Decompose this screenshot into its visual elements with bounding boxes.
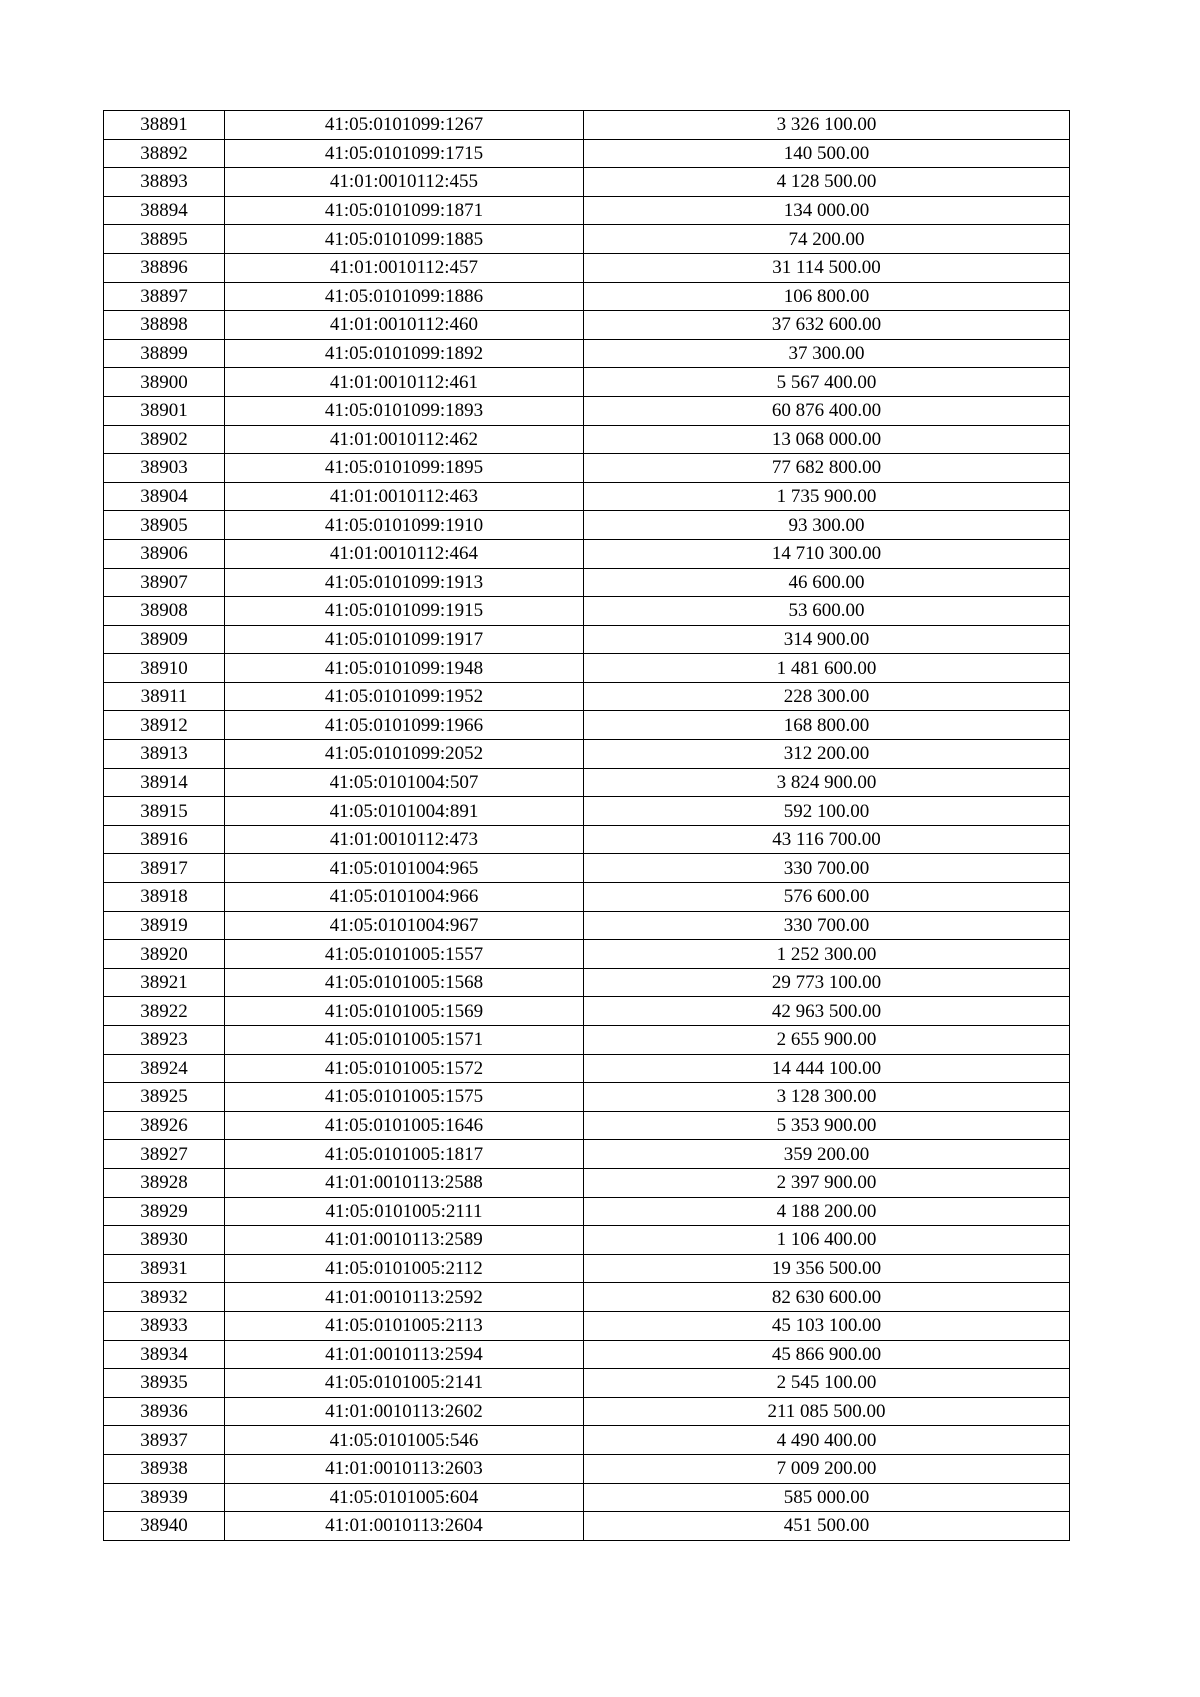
table-row: [104, 139, 1070, 168]
cadastral-number-cell: 41:01:0010113:2594: [225, 1340, 584, 1369]
table-row: [104, 168, 1070, 197]
row-number-cell: 38925: [104, 1083, 225, 1112]
cadastral-value-cell: 14 444 100.00: [584, 1054, 1070, 1083]
row-number-cell: 38931: [104, 1254, 225, 1283]
row-number-cell: 38902: [104, 425, 225, 454]
cadastral-value-cell: 1 481 600.00: [584, 654, 1070, 683]
row-number-cell: 38912: [104, 711, 225, 740]
row-number-cell: 38933: [104, 1311, 225, 1340]
table-row: [104, 1111, 1070, 1140]
row-number-cell: 38920: [104, 940, 225, 969]
cadastral-value-cell: 1 735 900.00: [584, 482, 1070, 511]
row-number-cell: 38895: [104, 225, 225, 254]
cadastral-value-cell: 31 114 500.00: [584, 253, 1070, 282]
cadastral-value-cell: 14 710 300.00: [584, 539, 1070, 568]
row-number-cell: 38923: [104, 1026, 225, 1055]
row-number-cell: 38892: [104, 139, 225, 168]
table-row: [104, 1283, 1070, 1312]
cadastral-number-cell: 41:05:0101005:604: [225, 1483, 584, 1512]
cadastral-value-cell: 37 632 600.00: [584, 311, 1070, 340]
table-row: [104, 940, 1070, 969]
cadastral-value-cell: 4 490 400.00: [584, 1426, 1070, 1455]
table-row: [104, 797, 1070, 826]
cadastral-number-cell: 41:05:0101005:1646: [225, 1111, 584, 1140]
cadastral-value-cell: 82 630 600.00: [584, 1283, 1070, 1312]
table-row: [104, 854, 1070, 883]
cadastral-number-cell: 41:01:0010113:2588: [225, 1168, 584, 1197]
row-number-cell: 38898: [104, 311, 225, 340]
cadastral-number-cell: 41:05:0101099:1895: [225, 454, 584, 483]
table-row: [104, 396, 1070, 425]
cadastral-number-cell: 41:05:0101004:891: [225, 797, 584, 826]
cadastral-value-cell: 46 600.00: [584, 568, 1070, 597]
cadastral-number-cell: 41:01:0010113:2592: [225, 1283, 584, 1312]
cadastral-value-cell: 592 100.00: [584, 797, 1070, 826]
cadastral-value-cell: 5 353 900.00: [584, 1111, 1070, 1140]
table-row: [104, 511, 1070, 540]
table-row: [104, 1340, 1070, 1369]
cadastral-value-cell: 2 397 900.00: [584, 1168, 1070, 1197]
table-row: [104, 1483, 1070, 1512]
cadastral-value-cell: 330 700.00: [584, 911, 1070, 940]
cadastral-number-cell: 41:05:0101005:1568: [225, 968, 584, 997]
cadastral-number-cell: 41:05:0101099:1885: [225, 225, 584, 254]
row-number-cell: 38897: [104, 282, 225, 311]
table-row: [104, 740, 1070, 769]
table-row: [104, 682, 1070, 711]
cadastral-value-cell: 45 866 900.00: [584, 1340, 1070, 1369]
cadastral-number-cell: 41:05:0101005:1817: [225, 1140, 584, 1169]
cadastral-number-cell: 41:05:0101004:966: [225, 883, 584, 912]
row-number-cell: 38904: [104, 482, 225, 511]
table-row: [104, 282, 1070, 311]
cadastral-value-cell: 106 800.00: [584, 282, 1070, 311]
table-row: [104, 711, 1070, 740]
cadastral-number-cell: 41:05:0101005:1571: [225, 1026, 584, 1055]
row-number-cell: 38907: [104, 568, 225, 597]
row-number-cell: 38922: [104, 997, 225, 1026]
cadastral-value-cell: 3 128 300.00: [584, 1083, 1070, 1112]
cadastral-value-cell: 13 068 000.00: [584, 425, 1070, 454]
cadastral-value-cell: 3 824 900.00: [584, 768, 1070, 797]
table-row: [104, 1311, 1070, 1340]
cadastral-number-cell: 41:05:0101005:1572: [225, 1054, 584, 1083]
cadastral-number-cell: 41:01:0010112:462: [225, 425, 584, 454]
row-number-cell: 38926: [104, 1111, 225, 1140]
table-row: [104, 1026, 1070, 1055]
row-number-cell: 38929: [104, 1197, 225, 1226]
cadastral-value-cell: 359 200.00: [584, 1140, 1070, 1169]
table-row: [104, 1226, 1070, 1255]
cadastral-value-cell: 312 200.00: [584, 740, 1070, 769]
cadastral-value-cell: 53 600.00: [584, 597, 1070, 626]
table-row: [104, 997, 1070, 1026]
cadastral-value-cell: 314 900.00: [584, 625, 1070, 654]
row-number-cell: 38916: [104, 825, 225, 854]
cadastral-value-cell: 7 009 200.00: [584, 1454, 1070, 1483]
row-number-cell: 38932: [104, 1283, 225, 1312]
cadastral-number-cell: 41:05:0101099:1886: [225, 282, 584, 311]
row-number-cell: 38934: [104, 1340, 225, 1369]
row-number-cell: 38914: [104, 768, 225, 797]
table-row: [104, 454, 1070, 483]
table-row: [104, 1168, 1070, 1197]
table-row: [104, 654, 1070, 683]
row-number-cell: 38891: [104, 111, 225, 140]
cadastral-value-cell: 93 300.00: [584, 511, 1070, 540]
cadastral-number-cell: 41:05:0101099:1871: [225, 196, 584, 225]
table-row: [104, 1254, 1070, 1283]
row-number-cell: 38908: [104, 597, 225, 626]
table-row: [104, 196, 1070, 225]
row-number-cell: 38913: [104, 740, 225, 769]
row-number-cell: 38900: [104, 368, 225, 397]
row-number-cell: 38896: [104, 253, 225, 282]
cadastral-value-cell: 43 116 700.00: [584, 825, 1070, 854]
cadastral-value-cell: 74 200.00: [584, 225, 1070, 254]
cadastral-number-cell: 41:01:0010113:2604: [225, 1512, 584, 1541]
row-number-cell: 38940: [104, 1512, 225, 1541]
row-number-cell: 38909: [104, 625, 225, 654]
cadastral-number-cell: 41:05:0101099:1913: [225, 568, 584, 597]
cadastral-value-cell: 60 876 400.00: [584, 396, 1070, 425]
cadastral-number-cell: 41:01:0010112:457: [225, 253, 584, 282]
cadastral-value-cell: 4 188 200.00: [584, 1197, 1070, 1226]
row-number-cell: 38918: [104, 883, 225, 912]
table-row: [104, 968, 1070, 997]
row-number-cell: 38919: [104, 911, 225, 940]
table-row: [104, 768, 1070, 797]
cadastral-number-cell: 41:05:0101099:1952: [225, 682, 584, 711]
table-row: [104, 625, 1070, 654]
row-number-cell: 38894: [104, 196, 225, 225]
cadastral-number-cell: 41:01:0010112:473: [225, 825, 584, 854]
cadastral-number-cell: 41:01:0010113:2602: [225, 1397, 584, 1426]
cadastral-value-cell: 2 655 900.00: [584, 1026, 1070, 1055]
row-number-cell: 38903: [104, 454, 225, 483]
cadastral-number-cell: 41:01:0010113:2589: [225, 1226, 584, 1255]
cadastral-value-cell: 168 800.00: [584, 711, 1070, 740]
table-row: [104, 883, 1070, 912]
cadastral-value-cell: 2 545 100.00: [584, 1369, 1070, 1398]
cadastral-number-cell: 41:05:0101099:1910: [225, 511, 584, 540]
table-row: [104, 1054, 1070, 1083]
cadastral-number-cell: 41:05:0101099:1893: [225, 396, 584, 425]
cadastral-number-cell: 41:01:0010112:464: [225, 539, 584, 568]
row-number-cell: 38927: [104, 1140, 225, 1169]
cadastral-number-cell: 41:05:0101004:965: [225, 854, 584, 883]
row-number-cell: 38906: [104, 539, 225, 568]
cadastral-value-cell: 77 682 800.00: [584, 454, 1070, 483]
row-number-cell: 38915: [104, 797, 225, 826]
cadastral-number-cell: 41:05:0101005:2113: [225, 1311, 584, 1340]
cadastral-value-cell: 42 963 500.00: [584, 997, 1070, 1026]
table-row: [104, 482, 1070, 511]
cadastral-number-cell: 41:05:0101005:546: [225, 1426, 584, 1455]
cadastral-value-cell: 19 356 500.00: [584, 1254, 1070, 1283]
table-row: [104, 368, 1070, 397]
cadastral-value-cell: 576 600.00: [584, 883, 1070, 912]
row-number-cell: 38935: [104, 1369, 225, 1398]
cadastral-number-cell: 41:01:0010112:455: [225, 168, 584, 197]
row-number-cell: 38939: [104, 1483, 225, 1512]
table-row: [104, 1426, 1070, 1455]
cadastral-value-cell: 5 567 400.00: [584, 368, 1070, 397]
table-row: [104, 1197, 1070, 1226]
table-row: [104, 1140, 1070, 1169]
cadastral-value-cell: 228 300.00: [584, 682, 1070, 711]
cadastral-number-cell: 41:01:0010112:463: [225, 482, 584, 511]
table-body: [104, 111, 1070, 1541]
table-row: [104, 111, 1070, 140]
cadastral-value-cell: 211 085 500.00: [584, 1397, 1070, 1426]
row-number-cell: 38905: [104, 511, 225, 540]
cadastral-value-cell: 330 700.00: [584, 854, 1070, 883]
cadastral-number-cell: 41:01:0010113:2603: [225, 1454, 584, 1483]
table-row: [104, 253, 1070, 282]
cadastral-number-cell: 41:05:0101004:967: [225, 911, 584, 940]
cadastral-number-cell: 41:05:0101099:1892: [225, 339, 584, 368]
cadastral-value-cell: 1 252 300.00: [584, 940, 1070, 969]
cadastral-value-cell: 140 500.00: [584, 139, 1070, 168]
cadastral-value-cell: 37 300.00: [584, 339, 1070, 368]
cadastral-number-cell: 41:05:0101005:1575: [225, 1083, 584, 1112]
cadastral-number-cell: 41:05:0101005:2112: [225, 1254, 584, 1283]
cadastral-number-cell: 41:01:0010112:461: [225, 368, 584, 397]
cadastral-number-cell: 41:05:0101099:1267: [225, 111, 584, 140]
table-row: [104, 568, 1070, 597]
row-number-cell: 38921: [104, 968, 225, 997]
table-row: [104, 425, 1070, 454]
table-row: [104, 597, 1070, 626]
cadastral-number-cell: 41:05:0101005:2141: [225, 1369, 584, 1398]
row-number-cell: 38910: [104, 654, 225, 683]
cadastral-value-cell: 3 326 100.00: [584, 111, 1070, 140]
row-number-cell: 38924: [104, 1054, 225, 1083]
table-row: [104, 825, 1070, 854]
row-number-cell: 38917: [104, 854, 225, 883]
cadastral-number-cell: 41:05:0101005:1569: [225, 997, 584, 1026]
table-row: [104, 339, 1070, 368]
table-row: [104, 911, 1070, 940]
cadastral-number-cell: 41:05:0101099:1915: [225, 597, 584, 626]
row-number-cell: 38893: [104, 168, 225, 197]
cadastral-value-cell: 451 500.00: [584, 1512, 1070, 1541]
table-row: [104, 1369, 1070, 1398]
cadastral-number-cell: 41:05:0101005:1557: [225, 940, 584, 969]
cadastral-value-cell: 134 000.00: [584, 196, 1070, 225]
row-number-cell: 38901: [104, 396, 225, 425]
row-number-cell: 38928: [104, 1168, 225, 1197]
cadastral-number-cell: 41:05:0101005:2111: [225, 1197, 584, 1226]
row-number-cell: 38936: [104, 1397, 225, 1426]
table-row: [104, 1083, 1070, 1112]
table-row: [104, 1397, 1070, 1426]
row-number-cell: 38911: [104, 682, 225, 711]
cadastral-number-cell: 41:05:0101099:1948: [225, 654, 584, 683]
row-number-cell: 38938: [104, 1454, 225, 1483]
cadastral-value-cell: 29 773 100.00: [584, 968, 1070, 997]
cadastral-number-cell: 41:01:0010112:460: [225, 311, 584, 340]
cadastral-value-cell: 45 103 100.00: [584, 1311, 1070, 1340]
cadastral-number-cell: 41:05:0101099:1917: [225, 625, 584, 654]
cadastral-value-cell: 1 106 400.00: [584, 1226, 1070, 1255]
row-number-cell: 38937: [104, 1426, 225, 1455]
table-row: [104, 539, 1070, 568]
table-row: [104, 311, 1070, 340]
cadastral-value-table: [103, 110, 1070, 1541]
table-row: [104, 1454, 1070, 1483]
cadastral-value-cell: 585 000.00: [584, 1483, 1070, 1512]
row-number-cell: 38930: [104, 1226, 225, 1255]
cadastral-value-cell: 4 128 500.00: [584, 168, 1070, 197]
cadastral-number-cell: 41:05:0101099:1966: [225, 711, 584, 740]
table-row: [104, 1512, 1070, 1541]
cadastral-number-cell: 41:05:0101099:2052: [225, 740, 584, 769]
table-row: [104, 225, 1070, 254]
row-number-cell: 38899: [104, 339, 225, 368]
cadastral-number-cell: 41:05:0101099:1715: [225, 139, 584, 168]
cadastral-number-cell: 41:05:0101004:507: [225, 768, 584, 797]
